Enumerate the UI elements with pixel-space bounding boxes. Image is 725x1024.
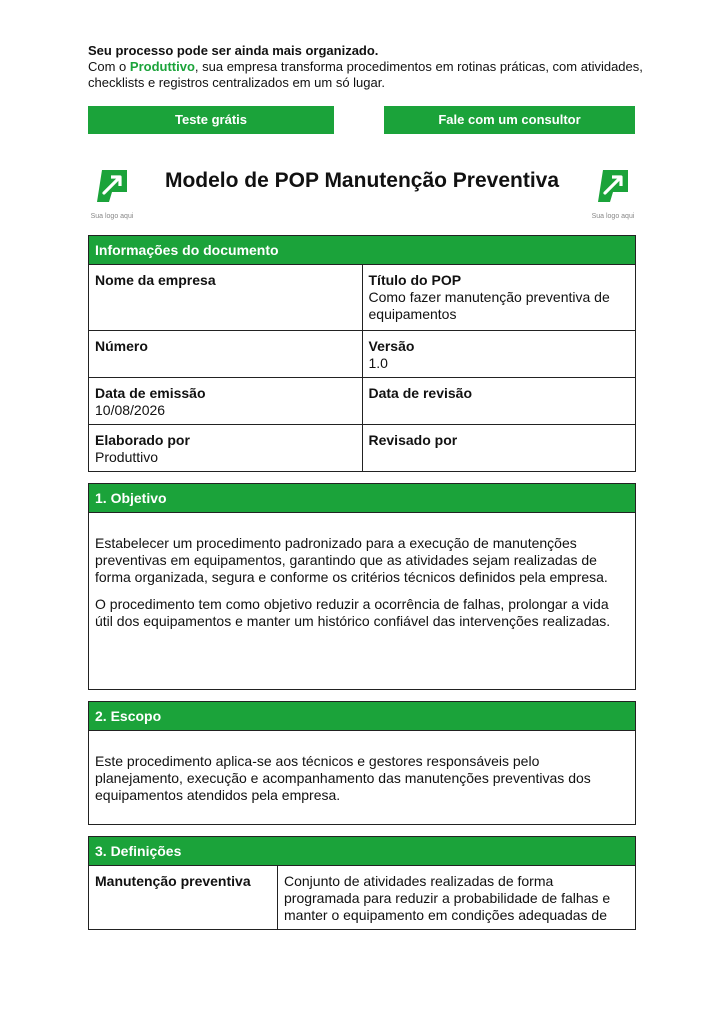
revision-date-cell (362, 377, 635, 424)
issue-date-value: 10/08/2026 (95, 401, 166, 418)
reviewer-label: Revisado por (368, 431, 458, 448)
objective-title: 1. Objetivo (89, 484, 635, 513)
pop-title-label: Título do POP (368, 272, 462, 288)
revision-date-label: Data de revisão (368, 384, 472, 401)
promo-text (88, 59, 648, 91)
definition-text: Conjunto de atividades realizadas de forma programada para reduzir a probabilidade de falhas e manter o equipamento em condições adequadas de (284, 873, 611, 923)
definition-row (89, 866, 635, 929)
definitions-section (88, 836, 636, 930)
document-info-table (89, 265, 635, 471)
number-cell (89, 330, 362, 377)
produttivo-logo-icon (596, 168, 630, 204)
table-row (89, 265, 635, 330)
company-cell (89, 265, 362, 330)
definitions-title: 3. Definições (89, 837, 635, 866)
issue-date-cell (89, 377, 362, 424)
document-info-title: Informações do documento (89, 236, 635, 265)
logo-caption: Sua logo aqui (591, 213, 635, 220)
number-label: Número (95, 337, 148, 354)
promo-text-end: , sua empresa transforma procedimentos em rotinas práticas, com atividades, checklists e registros centralizados em um só lugar. (88, 59, 643, 90)
objective-section (88, 483, 636, 690)
scope-title: 2. Escopo (89, 702, 635, 731)
produttivo-logo-icon (95, 168, 129, 204)
author-cell (89, 424, 362, 471)
logo-caption: Sua logo aqui (90, 213, 134, 220)
version-cell (362, 330, 635, 377)
logo-placeholder-right (588, 168, 638, 220)
free-trial-button[interactable]: Teste grátis (88, 106, 334, 134)
pop-title-value: Como fazer manutenção preventiva de equipamentos (368, 289, 610, 322)
logo-placeholder-left (87, 168, 137, 220)
author-label: Elaborado por (95, 431, 190, 448)
page-title: Modelo de POP Manutenção Preventiva (164, 169, 560, 192)
document-info-section (88, 235, 636, 472)
issue-date-label: Data de emissão (95, 384, 206, 401)
reviewer-cell (362, 424, 635, 471)
objective-paragraph: O procedimento tem como objetivo reduzir a ocorrência de falhas, prolongar a vida útil dos equipamentos e manter um histórico confiável das intervenções realizadas. (95, 596, 611, 629)
version-value: 1.0 (368, 354, 388, 371)
table-row (89, 424, 635, 471)
promo-headline: Seu processo pode ser ainda mais organizado. (88, 43, 379, 58)
table-row (89, 377, 635, 424)
promo-text-start: Com o (88, 59, 130, 74)
company-label: Nome da empresa (95, 272, 216, 288)
brand-name: Produttivo (129, 59, 195, 74)
contact-consultant-button[interactable]: Fale com um consultor (384, 106, 635, 134)
promo-banner (88, 43, 648, 91)
scope-section (88, 701, 636, 825)
version-label: Versão (368, 337, 415, 354)
objective-paragraph: Estabelecer um procedimento padronizado para a execução de manutenções preventivas em equipamentos, garantindo que as atividades sejam realizadas de forma organizada, segura e conforme os critérios técnicos definidos pela empresa. (95, 535, 608, 585)
scope-body (89, 731, 635, 804)
objective-body (89, 513, 635, 630)
table-row (89, 330, 635, 377)
definition-term: Manutenção preventiva (89, 866, 278, 929)
scope-paragraph: Este procedimento aplica-se aos técnicos e gestores responsáveis pelo planejamento, execução e acompanhamento das manutenções preventivas dos equipamentos atendidos pela empresa. (95, 753, 591, 803)
author-value: Produttivo (95, 448, 159, 465)
pop-title-cell (362, 265, 635, 330)
